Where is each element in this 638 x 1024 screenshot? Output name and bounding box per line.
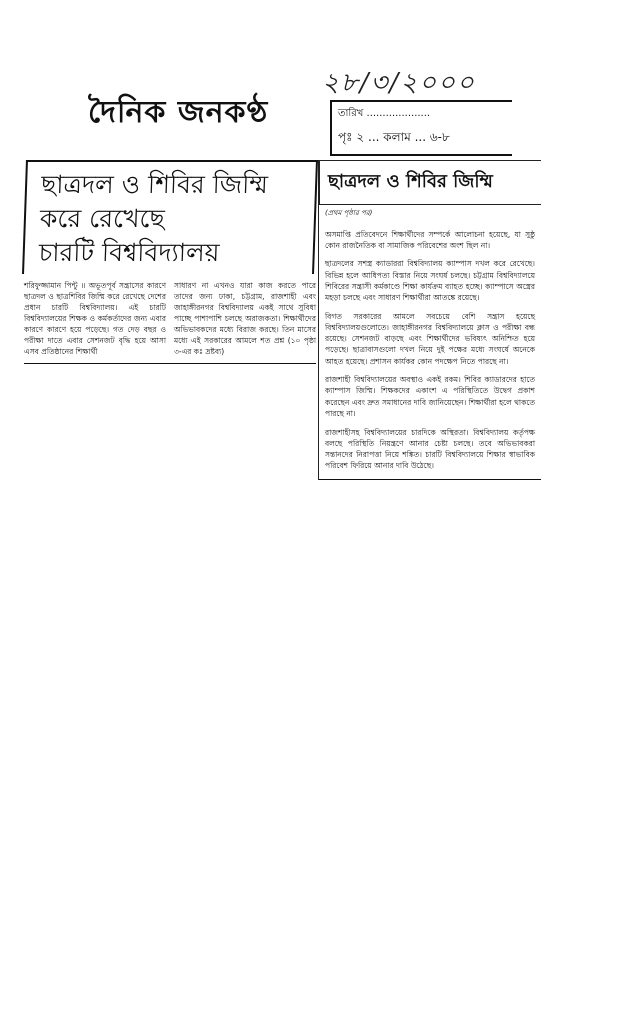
- stamp-page-row: পৃঃ ২ ... কলাম ... ৬-৮: [338, 130, 450, 144]
- article-columns: [24, 280, 316, 357]
- headline-line-1: ছাত্রদল ও শিবির জিম্মি: [40, 170, 269, 199]
- continued-note: (১০ পৃষ্ঠা ৩-এর কঃ দ্রষ্টব্য): [174, 336, 317, 356]
- continuation-headline: ছাত্রদল ও শিবির জিম্মি: [319, 160, 541, 205]
- article-column-1: শরিফুজ্জামান পিন্টু ॥ অভূতপূর্ব সন্ত্রাসের কারণে ছাত্রদল ও ছাত্রশিবির জিম্মি করে রেখেছে দেশের প্রধান চারটি বিশ্ববিদ্যালয়। এই চারটি বিশ্ববিদ্যালয়ের শিক্ষক ও কর্মকর্তাদের জন্য এবার কারণে কারণে হয়ে পড়েছে। গত দেড় বছর ও পরীক্ষা দাতে এবার সেশনজট বৃদ্ধি হয়ে আসা এসব প্রতিষ্ঠানের শিক্ষার্থী: [24, 281, 166, 356]
- divider: [24, 363, 316, 364]
- paragraph: অসমাপ্তি প্রতিবেদনে শিক্ষার্থীদের সম্পর্কে আলোচনা হয়েছে, যা সুষ্ঠু কোন রাজনৈতিক বা সামাজিক পরিবেশের অংশ ছিল না।: [325, 229, 535, 250]
- byline: (প্রথম পৃষ্ঠার পর): [325, 209, 373, 217]
- paragraph: রাজশাহী বিশ্ববিদ্যালয়ের অবস্থাও একই রকম। শিবির ক্যাডারদের হাতে ক্যাম্পাস জিম্মি। শিক্ষকদের একাংশ এ পরিস্থিতিতে উদ্বেগ প্রকাশ করেছেন এবং দ্রুত সমাধানের দাবি জানিয়েছেন। শিক্ষার্থীরা হলে থাকতে পারছে না।: [325, 375, 535, 418]
- right-article: [318, 160, 541, 480]
- headline-box: [22, 160, 318, 274]
- paragraph: ছাত্রদলের সশস্ত্র ক্যাডাররা বিশ্ববিদ্যালয় ক্যাম্পাস দখল করে রেখেছে। বিভিন্ন হলে আধিপত্য বিস্তার নিয়ে সংঘর্ষ চলছে। চট্টগ্রাম বিশ্ববিদ্যালয়ে শিবিরের সন্ত্রাসী কর্মকাণ্ডে শিক্ষা কার্যক্রম ব্যাহত হচ্ছে। ক্যাম্পাসে অস্ত্রের মহড়া চলছে এবং সাধারণ শিক্ষার্থীরা আতঙ্কে রয়েছে।: [325, 259, 535, 303]
- paragraph: রাজশাহীসহ বিশ্ববিদ্যালয়ের চারদিকে অস্থিরতা। বিশ্ববিদ্যালয় কর্তৃপক্ষ বলছে পরিস্থিতি নিয়ন্ত্রণে আনার চেষ্টা চলছে। তবে অভিভাবকরা সন্তানদের নিরাপত্তা নিয়ে শঙ্কিত। চারটি বিশ্ববিদ্যালয়ে শিক্ষার স্বাভাবিক পরিবেশ ফিরিয়ে আনার দাবি উঠেছে।: [325, 427, 535, 471]
- article-body: [319, 229, 541, 472]
- handwritten-date: ২৮/৩/২০০০: [322, 68, 476, 98]
- article-column-2: [174, 280, 316, 357]
- stamp-page-value: ২: [356, 130, 365, 144]
- newspaper-masthead: দৈনিক জনকণ্ঠ: [88, 95, 269, 130]
- stamp-column-label: কলাম: [383, 130, 411, 144]
- stamp-column-value: ৬-৮: [429, 130, 450, 144]
- headline-line-3: চারটি বিশ্ববিদ্যালয়: [38, 238, 220, 267]
- clipping-stamp: [330, 100, 512, 156]
- left-article: [24, 160, 316, 364]
- stamp-date-label: তারিখ: [338, 108, 364, 119]
- stamp-page-label: পৃঃ: [338, 130, 353, 144]
- article-column-2-text: সাধারণ না এখনও যারা কাজ করতে পারে তাদের জন্য ঢাকা, চট্টগ্রাম, রাজশাহী এবং জাহাঙ্গীরনগর বিশ্ববিদ্যালয় একই সাথে সুবিধা পাচ্ছে পাশাপাশি চলছে অরাজকতা। শিক্ষার্থীদের অভিভাবকদের মধ্যে বিরাজ করছে। তিন মাসের মধ্যে এই সরকারের আমলে শত প্রশ্ন: [174, 281, 316, 345]
- divider: [319, 479, 541, 480]
- stamp-date-row: তারিখ ....................: [338, 108, 431, 119]
- paragraph: বিগত সরকারের আমলে সবচেয়ে বেশি সন্ত্রাস হয়েছে বিশ্ববিদ্যালয়গুলোতে। জাহাঙ্গীরনগর বিশ্ববিদ্যালয়ে ক্লাস ও পরীক্ষা বন্ধ রয়েছে। সেশনজট বাড়ছে এবং শিক্ষার্থীদের ভবিষ্যৎ অনিশ্চিত হয়ে পড়েছে। ছাত্রাবাসগুলো দখল নিয়ে দুই পক্ষের মধ্যে সংঘর্ষে অনেকে আহত হয়েছে। প্রশাসন কার্যকর কোন পদক্ষেপ নিতে পারছে না।: [325, 311, 535, 366]
- headline-line-2: করে রেখেছে: [39, 204, 166, 233]
